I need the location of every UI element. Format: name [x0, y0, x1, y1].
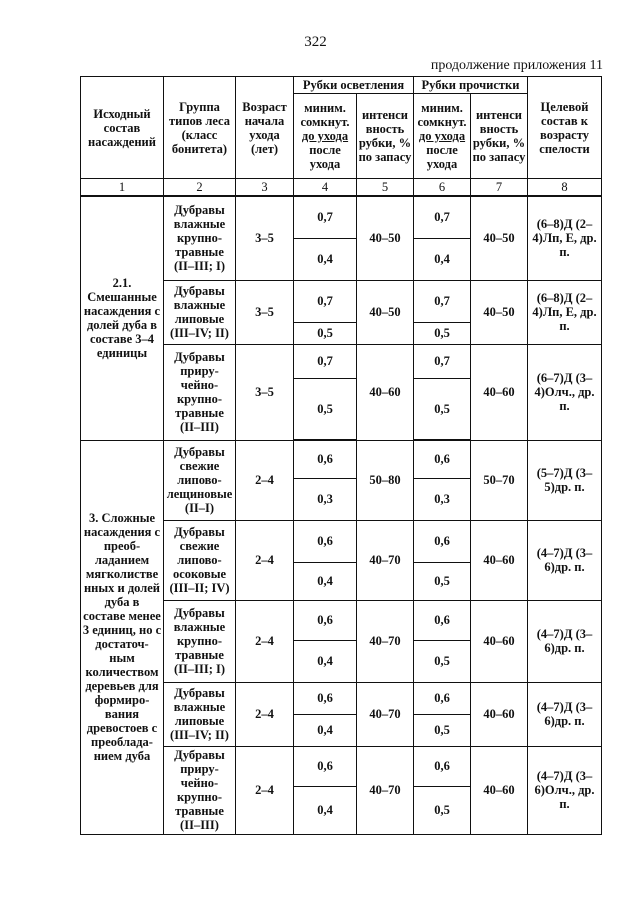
- header-start-age: Возраст начала ухода (лет): [236, 77, 294, 179]
- forest-type-group: Дубравы влажные липовые (III–IV; II): [164, 682, 236, 746]
- intensity-osv: 40–70: [357, 682, 414, 746]
- intensity-proch: 40–60: [471, 520, 528, 600]
- intensity-proch: 40–60: [471, 600, 528, 682]
- start-age: 2–4: [236, 682, 294, 746]
- column-number: 6: [414, 179, 471, 197]
- intensity-osv: 40–70: [357, 746, 414, 834]
- density-after-osv: 0,4: [294, 714, 357, 746]
- density-before-proch: 0,6: [414, 600, 471, 640]
- intensity-osv: 40–60: [357, 344, 414, 440]
- density-after-proch: 0,4: [414, 238, 471, 280]
- start-age: 2–4: [236, 746, 294, 834]
- density-after-osv: 0,3: [294, 478, 357, 520]
- density-before-proch: 0,7: [414, 344, 471, 378]
- density-after-osv: 0,4: [294, 238, 357, 280]
- density-before-osv: 0,7: [294, 196, 357, 238]
- intensity-proch: 50–70: [471, 440, 528, 520]
- intensity-proch: 40–50: [471, 280, 528, 344]
- intensity-proch: 40–50: [471, 196, 528, 280]
- density-before-proch: 0,6: [414, 682, 471, 714]
- density-before-osv: 0,7: [294, 344, 357, 378]
- column-number: 8: [528, 179, 602, 197]
- density-before-proch: 0,6: [414, 440, 471, 478]
- start-age: 3–5: [236, 196, 294, 280]
- intensity-osv: 40–70: [357, 520, 414, 600]
- target-composition: (4–7)Д (3–6)др. п.: [528, 600, 602, 682]
- intensity-osv: 40–50: [357, 280, 414, 344]
- density-before-osv: 0,6: [294, 440, 357, 478]
- header-min-density-proch-before: до ухода: [418, 129, 466, 143]
- header-min-density-proch: [414, 94, 471, 179]
- start-age: 2–4: [236, 600, 294, 682]
- column-number: 4: [294, 179, 357, 197]
- density-before-osv: 0,6: [294, 520, 357, 562]
- column-number: 2: [164, 179, 236, 197]
- target-composition: (4–7)Д (3–6)др. п.: [528, 520, 602, 600]
- header-group-osvetleniya: Рубки осветления: [294, 77, 414, 94]
- forest-type-group: Дубравы влажные крупно- травные (II–III; I): [164, 600, 236, 682]
- density-after-osv: 0,4: [294, 640, 357, 682]
- density-after-proch: 0,5: [414, 714, 471, 746]
- density-before-osv: 0,7: [294, 280, 357, 322]
- target-composition: (4–7)Д (3–6)Олч., др. п.: [528, 746, 602, 834]
- header-min-density-osv: [294, 94, 357, 179]
- header-min-density-osv-top: миним. сомкнут.: [300, 101, 350, 129]
- forest-type-group: Дубравы приру- чейно- крупно- травные (II–III): [164, 746, 236, 834]
- start-age: 2–4: [236, 520, 294, 600]
- forest-type-group: Дубравы свежие липово- осоковые (III–II; IV): [164, 520, 236, 600]
- density-after-proch: 0,5: [414, 562, 471, 600]
- density-before-osv: 0,6: [294, 682, 357, 714]
- column-number: 5: [357, 179, 414, 197]
- density-after-proch: 0,5: [414, 786, 471, 834]
- density-before-osv: 0,6: [294, 746, 357, 786]
- header-group-prochistki: Рубки прочистки: [414, 77, 528, 94]
- page-number: 322: [304, 34, 327, 50]
- header-min-density-proch-top: миним. сомкнут.: [417, 101, 467, 129]
- start-age: 3–5: [236, 344, 294, 440]
- header-min-density-proch-after: после ухода: [426, 143, 458, 171]
- target-composition: (5–7)Д (3–5)др. п.: [528, 440, 602, 520]
- density-after-osv: 0,4: [294, 562, 357, 600]
- intensity-proch: 40–60: [471, 682, 528, 746]
- intensity-proch: 40–60: [471, 344, 528, 440]
- forest-type-group: Дубравы приру- чейно- крупно- травные (II–III): [164, 344, 236, 440]
- density-after-osv: 0,5: [294, 378, 357, 440]
- density-before-osv: 0,6: [294, 600, 357, 640]
- density-after-osv: 0,4: [294, 786, 357, 834]
- intensity-osv: 50–80: [357, 440, 414, 520]
- header-intensity-osv: интенси вность рубки, % по запасу: [357, 94, 414, 179]
- density-after-osv: 0,5: [294, 322, 357, 344]
- density-after-proch: 0,5: [414, 322, 471, 344]
- density-before-proch: 0,6: [414, 520, 471, 562]
- forest-type-group: Дубравы свежие липово- лещиновые (II–I): [164, 440, 236, 520]
- section-title: 2.1. Смешанные насаждения с долей дуба в составе 3–4 единицы: [81, 196, 164, 440]
- target-composition: (4–7)Д (3–6)др. п.: [528, 682, 602, 746]
- density-after-proch: 0,3: [414, 478, 471, 520]
- header-min-density-osv-before: до ухода: [301, 129, 349, 143]
- density-before-proch: 0,6: [414, 746, 471, 786]
- header-forest-type-group: Группа типов леса (класс бонитета): [164, 77, 236, 179]
- header-min-density-osv-after: после ухода: [309, 143, 341, 171]
- section-title: 3. Сложные насаждения с преоб- ладанием мягколистве нных и долей дуба в составе менее 3 единиц, но с достаточ- ным количеством деревьев для формиро- вания древостоев с преоблада- нием дуба: [81, 440, 164, 834]
- forest-care-table: [80, 76, 602, 835]
- header-intensity-proch: интенси вность рубки, % по запасу: [471, 94, 528, 179]
- header-initial-composition: Исходный состав насаждений: [81, 77, 164, 179]
- start-age: 3–5: [236, 280, 294, 344]
- start-age: 2–4: [236, 440, 294, 520]
- intensity-osv: 40–50: [357, 196, 414, 280]
- intensity-proch: 40–60: [471, 746, 528, 834]
- forest-type-group: Дубравы влажные липовые (III–IV; II): [164, 280, 236, 344]
- forest-type-group: Дубравы влажные крупно- травные (II–III; I): [164, 196, 236, 280]
- target-composition: (6–8)Д (2–4)Лп, Е, др. п.: [528, 196, 602, 280]
- density-after-proch: 0,5: [414, 378, 471, 440]
- column-number: 3: [236, 179, 294, 197]
- target-composition: (6–7)Д (3–4)Олч., др. п.: [528, 344, 602, 440]
- density-before-proch: 0,7: [414, 280, 471, 322]
- continuation-label: продолжение приложения 11: [430, 58, 603, 73]
- column-number: 1: [81, 179, 164, 197]
- target-composition: (6–8)Д (2–4)Лп, Е, др. п.: [528, 280, 602, 344]
- header-target-composition: Целевой состав к возрасту спелости: [528, 77, 602, 179]
- intensity-osv: 40–70: [357, 600, 414, 682]
- column-number: 7: [471, 179, 528, 197]
- density-after-proch: 0,5: [414, 640, 471, 682]
- density-before-proch: 0,7: [414, 196, 471, 238]
